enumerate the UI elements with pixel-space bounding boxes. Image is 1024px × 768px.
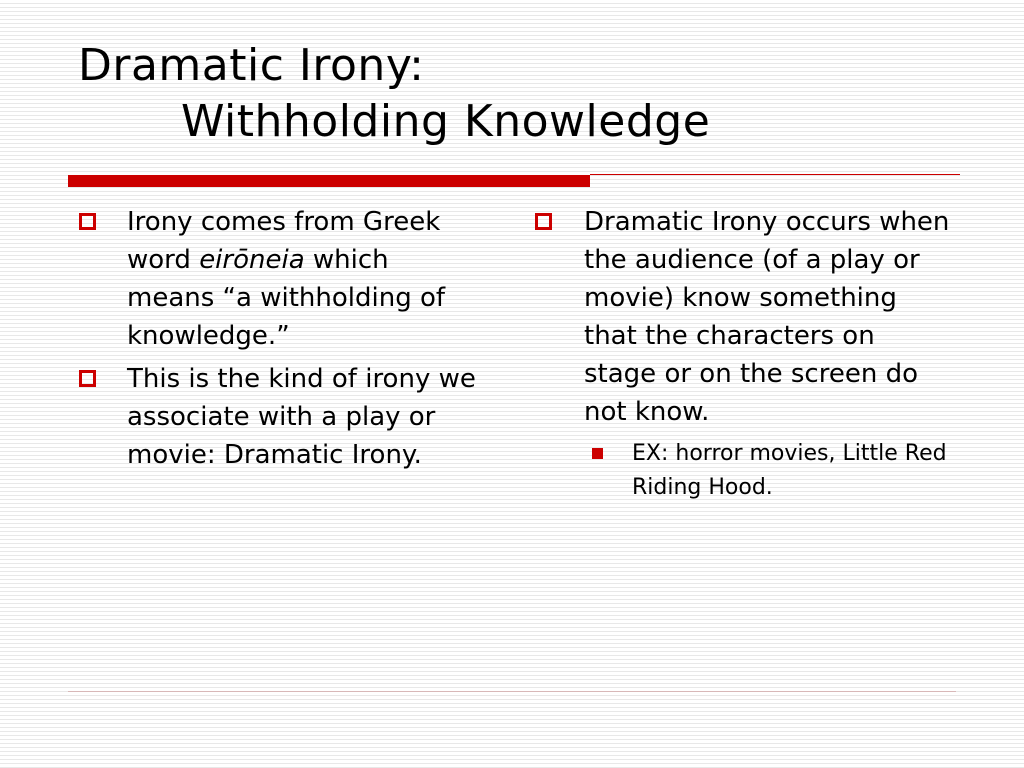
right-sub-bullet-1-text: EX: horror movies, Little Red Riding Hood.: [632, 441, 947, 500]
right-sub-bullet-1: [584, 437, 954, 505]
left-bullet-2-text: This is the kind of irony we associate with a play or movie: Dramatic Irony.: [127, 364, 476, 470]
title-underline-thick: [68, 175, 590, 187]
right-column: [534, 203, 954, 510]
slide-title: [78, 38, 710, 150]
left-column: [78, 203, 478, 479]
right-bullet-1: [534, 203, 954, 505]
hollow-square-bullet-icon: [535, 213, 552, 230]
left-bullet-1-text-before: Irony comes from Greek word: [127, 207, 441, 275]
footer-divider: [68, 691, 956, 692]
title-underline-thin: [590, 174, 960, 175]
left-bullet-2: [78, 360, 478, 474]
filled-square-bullet-icon: [592, 448, 603, 459]
hollow-square-bullet-icon: [79, 370, 96, 387]
left-bullet-1-term: eirōneia: [199, 245, 305, 275]
title-line-1: Dramatic Irony:: [78, 40, 425, 91]
left-bullet-1-text-after: which means “a withholding of knowledge.”: [127, 245, 446, 351]
right-bullet-1-text: Dramatic Irony occurs when the audience (of a play or movie) know something that the characters on stage or on the screen do not know.: [584, 207, 950, 427]
left-bullet-1: [78, 203, 478, 355]
title-line-2: Withholding Knowledge: [181, 96, 711, 147]
hollow-square-bullet-icon: [79, 213, 96, 230]
right-sub-list: [584, 437, 954, 505]
